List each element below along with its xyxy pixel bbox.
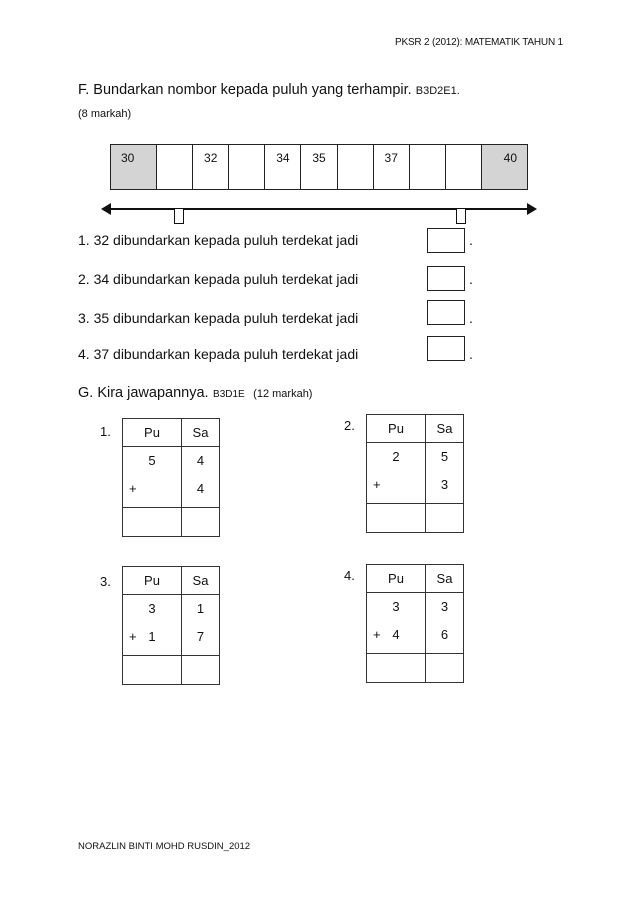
strip-cell: 40 (482, 145, 527, 189)
section-g-marks: (12 markah) (253, 388, 313, 400)
tens-digit-top: 3 (392, 599, 400, 614)
tens-header: Pu (123, 419, 182, 447)
ones-digit-top: 4 (196, 453, 205, 468)
ones-header: Sa (426, 565, 464, 593)
plus-sign: + (373, 627, 381, 642)
answer-tens-cell[interactable] (123, 656, 182, 685)
ones-digit-bottom: 7 (196, 629, 205, 644)
strip-cell[interactable] (157, 145, 193, 189)
table-3-number: 3. (100, 574, 111, 589)
answer-marker-right[interactable] (456, 209, 466, 224)
table-4-number: 4. (344, 568, 355, 583)
table-2-number: 2. (344, 418, 355, 433)
ones-digit-top: 5 (440, 449, 449, 464)
ones-digit-bottom: 3 (440, 477, 449, 492)
section-f-marks: (8 markah) (78, 108, 132, 120)
arrow-left-icon (101, 203, 111, 215)
strip-cell: 34 (265, 145, 301, 189)
ones-header: Sa (182, 567, 220, 595)
section-f-code: B3D2E1. (415, 85, 460, 97)
ones-digit-top: 1 (196, 601, 205, 616)
strip-cell: 37 (374, 145, 410, 189)
ones-header: Sa (426, 415, 464, 443)
tens-digit-top: 3 (148, 601, 156, 616)
strip-cell[interactable] (410, 145, 446, 189)
ones-header: Sa (182, 419, 220, 447)
answer-tens-cell[interactable] (367, 654, 426, 683)
strip-cell[interactable] (338, 145, 374, 189)
tens-digit-top: 2 (392, 449, 400, 464)
question-2-end: . (469, 271, 473, 287)
tens-header: Pu (367, 565, 426, 593)
answer-ones-cell[interactable] (182, 656, 220, 685)
section-g-title-text: G. Kira jawapannya. (78, 385, 209, 401)
number-line (108, 208, 530, 210)
tens-header: Pu (367, 415, 426, 443)
strip-cell: 35 (301, 145, 337, 189)
plus-sign: + (129, 629, 137, 644)
plus-sign: + (129, 481, 137, 496)
tens-digit-bottom: 1 (148, 629, 156, 644)
section-g-title (78, 384, 312, 402)
page-footer: NORAZLIN BINTI MOHD RUSDIN_2012 (78, 841, 251, 852)
question-1-end: . (469, 232, 473, 248)
plus-sign: + (373, 477, 381, 492)
answer-tens-cell[interactable] (367, 504, 426, 533)
strip-cell[interactable] (229, 145, 265, 189)
question-2-text: 2. 34 dibundarkan kepada puluh terdekat jadi (78, 271, 359, 287)
page-header: PKSR 2 (2012): MATEMATIK TAHUN 1 (395, 37, 563, 48)
section-g-code: B3D1E (213, 389, 245, 400)
tens-digit-top: 5 (148, 453, 156, 468)
tens-header: Pu (123, 567, 182, 595)
place-value-table-1 (122, 418, 220, 537)
question-1-text: 1. 32 dibundarkan kepada puluh terdekat jadi (78, 232, 359, 248)
ones-digit-bottom: 4 (196, 481, 205, 496)
question-3-end: . (469, 310, 473, 326)
question-3-text: 3. 35 dibundarkan kepada puluh terdekat jadi (78, 310, 359, 326)
place-value-table-2 (366, 414, 464, 533)
strip-cell[interactable] (446, 145, 482, 189)
answer-marker-left[interactable] (174, 209, 184, 224)
ones-digit-top: 3 (440, 599, 449, 614)
section-f-title-text: F. Bundarkan nombor kepada puluh yang terhampir. (78, 82, 412, 98)
answer-tens-cell[interactable] (123, 508, 182, 537)
section-f-title (78, 82, 460, 98)
answer-ones-cell[interactable] (182, 508, 220, 537)
answer-box-3[interactable] (427, 300, 465, 325)
answer-box-1[interactable] (427, 228, 465, 253)
place-value-table-3 (122, 566, 220, 685)
answer-ones-cell[interactable] (426, 504, 464, 533)
answer-box-2[interactable] (427, 266, 465, 291)
strip-cell: 30 (111, 145, 157, 189)
table-1-number: 1. (100, 424, 111, 439)
answer-box-4[interactable] (427, 336, 465, 361)
arrow-right-icon (527, 203, 537, 215)
tens-digit-bottom: 4 (392, 627, 400, 642)
number-strip (110, 144, 528, 190)
answer-ones-cell[interactable] (426, 654, 464, 683)
ones-digit-bottom: 6 (440, 627, 449, 642)
strip-cell: 32 (193, 145, 229, 189)
question-4-end: . (469, 346, 473, 362)
question-4-text: 4. 37 dibundarkan kepada puluh terdekat jadi (78, 346, 359, 362)
place-value-table-4 (366, 564, 464, 683)
